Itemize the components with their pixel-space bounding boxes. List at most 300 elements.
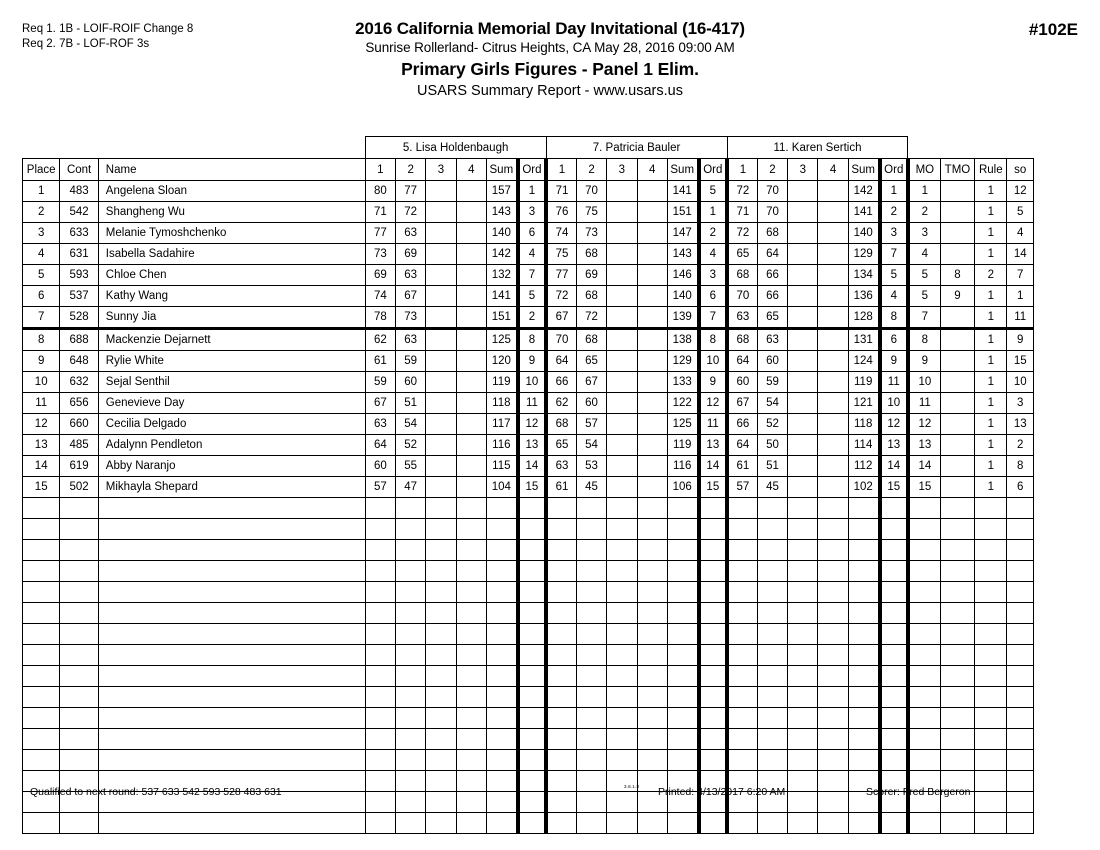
empty-cell (848, 603, 879, 624)
cell-j2-ord: 15 (699, 477, 727, 498)
empty-cell (486, 687, 517, 708)
empty-cell (486, 624, 517, 645)
empty-cell (788, 708, 818, 729)
col-header-j3-ord: Ord (880, 159, 908, 181)
judge-band-row (23, 137, 1034, 159)
cell-place: 14 (23, 456, 60, 477)
cell-j2-2: 67 (576, 372, 606, 393)
empty-cell (486, 750, 517, 771)
cell-j2-4 (637, 244, 667, 265)
cell-j2-ord: 12 (699, 393, 727, 414)
cell-j2-2: 57 (576, 414, 606, 435)
cell-tmo (940, 393, 974, 414)
empty-cell (396, 666, 426, 687)
cell-rule: 1 (975, 181, 1007, 202)
cell-j2-ord: 11 (699, 414, 727, 435)
cell-j1-1: 62 (365, 329, 395, 351)
scorer-name: Scorer: Fred Bergeron (866, 786, 971, 798)
cell-rule: 2 (975, 265, 1007, 286)
cell-j3-4 (818, 435, 848, 456)
cell-j2-4 (637, 351, 667, 372)
cell-j2-ord: 4 (699, 244, 727, 265)
empty-cell (365, 645, 395, 666)
empty-cell (727, 645, 757, 666)
cell-j1-2: 60 (396, 372, 426, 393)
empty-cell (607, 687, 637, 708)
col-header-cont: Cont (60, 159, 98, 181)
col-header-name: Name (98, 159, 365, 181)
cell-j3-2: 66 (757, 286, 787, 307)
cell-j1-1: 77 (365, 223, 395, 244)
cell-j3-3 (788, 393, 818, 414)
cell-j1-ord: 3 (518, 202, 546, 223)
empty-cell (975, 603, 1007, 624)
cell-j2-3 (607, 244, 637, 265)
cell-j2-sum: 125 (667, 414, 698, 435)
cell-j2-1: 71 (546, 181, 576, 202)
cell-j3-4 (818, 181, 848, 202)
cell-j1-ord: 15 (518, 477, 546, 498)
empty-cell (667, 582, 698, 603)
cell-place: 1 (23, 181, 60, 202)
cell-j1-ord: 4 (518, 244, 546, 265)
col-header-j2-3: 3 (607, 159, 637, 181)
empty-cell (456, 582, 486, 603)
cell-j2-sum: 147 (667, 223, 698, 244)
cell-skater-name: Kathy Wang (98, 286, 365, 307)
empty-cell (98, 645, 365, 666)
empty-cell (60, 750, 98, 771)
empty-cell (940, 519, 974, 540)
empty-cell (576, 645, 606, 666)
empty-cell (848, 708, 879, 729)
empty-cell (788, 582, 818, 603)
cell-j3-1: 57 (727, 477, 757, 498)
cell-j1-sum: 157 (486, 181, 517, 202)
empty-cell (975, 498, 1007, 519)
cell-j3-ord: 5 (880, 265, 908, 286)
cell-j3-3 (788, 202, 818, 223)
empty-cell (699, 498, 727, 519)
empty-cell (1007, 498, 1034, 519)
empty-cell (940, 540, 974, 561)
cell-j2-1: 63 (546, 456, 576, 477)
empty-cell (667, 519, 698, 540)
empty-cell (908, 645, 940, 666)
col-header-j2-ord: Ord (699, 159, 727, 181)
cell-j2-2: 70 (576, 181, 606, 202)
empty-cell (396, 582, 426, 603)
empty-cell (818, 624, 848, 645)
cell-contestant-number: 485 (60, 435, 98, 456)
empty-cell (396, 708, 426, 729)
empty-cell (667, 708, 698, 729)
cell-j1-4 (456, 477, 486, 498)
empty-cell (699, 519, 727, 540)
cell-j1-2: 51 (396, 393, 426, 414)
cell-mo: 5 (908, 265, 940, 286)
empty-cell (60, 498, 98, 519)
empty-cell (880, 582, 908, 603)
cell-j1-ord: 12 (518, 414, 546, 435)
empty-cell (518, 540, 546, 561)
cell-tmo (940, 435, 974, 456)
empty-cell (975, 729, 1007, 750)
cell-so: 1 (1007, 286, 1034, 307)
cell-j3-4 (818, 244, 848, 265)
col-header-j1-ord: Ord (518, 159, 546, 181)
cell-rule: 1 (975, 414, 1007, 435)
cell-j3-ord: 10 (880, 393, 908, 414)
empty-cell (757, 624, 787, 645)
empty-cell (880, 603, 908, 624)
cell-j2-ord: 3 (699, 265, 727, 286)
cell-mo: 10 (908, 372, 940, 393)
cell-j3-1: 68 (727, 265, 757, 286)
empty-cell (637, 498, 667, 519)
cell-tmo (940, 307, 974, 329)
cell-j2-2: 72 (576, 307, 606, 329)
col-header-j1-3: 3 (426, 159, 456, 181)
cell-tmo (940, 456, 974, 477)
cell-skater-name: Sejal Senthil (98, 372, 365, 393)
cell-j3-sum: 131 (848, 329, 879, 351)
cell-j1-3 (426, 477, 456, 498)
cell-j3-ord: 8 (880, 307, 908, 329)
col-header-mo: MO (908, 159, 940, 181)
empty-cell (880, 708, 908, 729)
empty-cell (940, 582, 974, 603)
cell-rule: 1 (975, 393, 1007, 414)
empty-cell (880, 666, 908, 687)
empty-cell (1007, 813, 1034, 834)
empty-cell (1007, 708, 1034, 729)
cell-j1-sum: 115 (486, 456, 517, 477)
empty-cell (546, 729, 576, 750)
empty-cell (880, 813, 908, 834)
empty-table-row (23, 813, 1034, 834)
empty-cell (940, 624, 974, 645)
cell-j2-sum: 116 (667, 456, 698, 477)
cell-skater-name: Isabella Sadahire (98, 244, 365, 265)
empty-cell (607, 708, 637, 729)
cell-rule: 1 (975, 244, 1007, 265)
cell-j1-ord: 6 (518, 223, 546, 244)
empty-cell (818, 498, 848, 519)
empty-cell (848, 498, 879, 519)
cell-j2-ord: 6 (699, 286, 727, 307)
cell-rule: 1 (975, 223, 1007, 244)
cell-j1-4 (456, 456, 486, 477)
empty-cell (576, 708, 606, 729)
empty-cell (1007, 624, 1034, 645)
empty-cell (699, 624, 727, 645)
cell-so: 14 (1007, 244, 1034, 265)
empty-cell (667, 813, 698, 834)
cell-j3-ord: 6 (880, 329, 908, 351)
empty-cell (607, 645, 637, 666)
cell-contestant-number: 631 (60, 244, 98, 265)
empty-cell (667, 540, 698, 561)
cell-j1-sum: 118 (486, 393, 517, 414)
empty-cell (637, 708, 667, 729)
empty-cell (607, 561, 637, 582)
empty-cell (546, 603, 576, 624)
cell-j1-sum: 104 (486, 477, 517, 498)
cell-place: 5 (23, 265, 60, 286)
empty-table-row (23, 687, 1034, 708)
empty-cell (426, 582, 456, 603)
cell-j2-4 (637, 393, 667, 414)
cell-j1-1: 59 (365, 372, 395, 393)
empty-cell (576, 687, 606, 708)
empty-cell (699, 687, 727, 708)
empty-cell (607, 519, 637, 540)
empty-cell (518, 582, 546, 603)
empty-cell (365, 750, 395, 771)
cell-j1-3 (426, 265, 456, 286)
cell-j3-2: 70 (757, 181, 787, 202)
empty-cell (426, 750, 456, 771)
cell-j2-4 (637, 286, 667, 307)
cell-j1-1: 80 (365, 181, 395, 202)
empty-cell (637, 540, 667, 561)
empty-cell (60, 666, 98, 687)
cell-j2-2: 65 (576, 351, 606, 372)
cell-j2-1: 62 (546, 393, 576, 414)
cell-j3-ord: 15 (880, 477, 908, 498)
cell-j1-ord: 2 (518, 307, 546, 329)
empty-cell (757, 603, 787, 624)
empty-cell (699, 561, 727, 582)
cell-j3-2: 52 (757, 414, 787, 435)
empty-cell (365, 687, 395, 708)
cell-j1-4 (456, 286, 486, 307)
empty-cell (396, 624, 426, 645)
empty-cell (456, 813, 486, 834)
cell-j1-4 (456, 181, 486, 202)
cell-j3-4 (818, 286, 848, 307)
cell-j1-3 (426, 329, 456, 351)
empty-cell (1007, 729, 1034, 750)
empty-cell (975, 813, 1007, 834)
cell-j3-2: 70 (757, 202, 787, 223)
cell-j1-2: 72 (396, 202, 426, 223)
empty-cell (699, 729, 727, 750)
empty-cell (637, 624, 667, 645)
cell-so: 8 (1007, 456, 1034, 477)
document-footer (0, 784, 1100, 804)
cell-j2-sum: 133 (667, 372, 698, 393)
empty-cell (848, 561, 879, 582)
cell-skater-name: Melanie Tymoshchenko (98, 223, 365, 244)
cell-j2-2: 45 (576, 477, 606, 498)
empty-cell (486, 561, 517, 582)
col-header-place: Place (23, 159, 60, 181)
empty-cell (486, 729, 517, 750)
empty-cell (23, 750, 60, 771)
cell-j3-sum: 128 (848, 307, 879, 329)
cell-contestant-number: 619 (60, 456, 98, 477)
empty-cell (788, 687, 818, 708)
empty-cell (576, 750, 606, 771)
empty-cell (607, 624, 637, 645)
cell-j2-3 (607, 393, 637, 414)
cell-j3-1: 63 (727, 307, 757, 329)
empty-cell (757, 729, 787, 750)
cell-so: 3 (1007, 393, 1034, 414)
cell-tmo (940, 351, 974, 372)
cell-j2-1: 72 (546, 286, 576, 307)
cell-j2-1: 75 (546, 244, 576, 265)
empty-cell (908, 666, 940, 687)
empty-cell (60, 708, 98, 729)
cell-j3-ord: 2 (880, 202, 908, 223)
empty-cell (667, 666, 698, 687)
empty-cell (788, 624, 818, 645)
empty-cell (880, 645, 908, 666)
empty-cell (975, 687, 1007, 708)
requirement-line-2: Req 2. 7B - LOF-ROF 3s (22, 38, 150, 50)
judge-name-1: 5. Lisa Holdenbaugh (365, 137, 546, 159)
cell-j3-ord: 9 (880, 351, 908, 372)
cell-j2-sum: 129 (667, 351, 698, 372)
cell-place: 12 (23, 414, 60, 435)
empty-cell (518, 729, 546, 750)
cell-j3-2: 59 (757, 372, 787, 393)
cell-j3-3 (788, 244, 818, 265)
empty-cell (23, 582, 60, 603)
cell-j3-4 (818, 223, 848, 244)
empty-cell (757, 582, 787, 603)
cell-j3-4 (818, 372, 848, 393)
empty-cell (486, 645, 517, 666)
cell-rule: 1 (975, 456, 1007, 477)
empty-cell (757, 666, 787, 687)
cell-j3-3 (788, 477, 818, 498)
empty-cell (98, 666, 365, 687)
empty-cell (546, 666, 576, 687)
empty-cell (637, 582, 667, 603)
cell-j3-1: 64 (727, 351, 757, 372)
cell-j3-sum: 124 (848, 351, 879, 372)
empty-cell (818, 519, 848, 540)
cell-so: 5 (1007, 202, 1034, 223)
cell-j1-sum: 142 (486, 244, 517, 265)
empty-cell (757, 561, 787, 582)
empty-cell (576, 603, 606, 624)
cell-j2-1: 70 (546, 329, 576, 351)
empty-cell (98, 813, 365, 834)
empty-cell (23, 729, 60, 750)
empty-cell (98, 540, 365, 561)
judge-name-2: 7. Patricia Bauler (546, 137, 727, 159)
empty-cell (727, 750, 757, 771)
empty-cell (518, 687, 546, 708)
cell-j3-sum: 119 (848, 372, 879, 393)
empty-cell (727, 540, 757, 561)
empty-table-row (23, 582, 1034, 603)
empty-table-row (23, 624, 1034, 645)
empty-cell (518, 624, 546, 645)
cell-j1-2: 69 (396, 244, 426, 265)
cell-j3-2: 50 (757, 435, 787, 456)
empty-cell (727, 666, 757, 687)
empty-cell (365, 813, 395, 834)
empty-table-row (23, 519, 1034, 540)
empty-cell (98, 729, 365, 750)
empty-cell (426, 729, 456, 750)
cell-j1-3 (426, 286, 456, 307)
cell-tmo (940, 223, 974, 244)
cell-mo: 13 (908, 435, 940, 456)
empty-cell (940, 603, 974, 624)
empty-cell (60, 582, 98, 603)
empty-cell (396, 498, 426, 519)
score-table (22, 136, 1034, 834)
cell-j2-sum: 146 (667, 265, 698, 286)
cell-j3-2: 64 (757, 244, 787, 265)
cell-j1-4 (456, 435, 486, 456)
empty-cell (880, 540, 908, 561)
col-header-rule: Rule (975, 159, 1007, 181)
empty-cell (757, 498, 787, 519)
empty-table-row (23, 729, 1034, 750)
cell-j1-sum: 120 (486, 351, 517, 372)
cell-j1-ord: 1 (518, 181, 546, 202)
cell-j1-sum: 140 (486, 223, 517, 244)
cell-tmo (940, 244, 974, 265)
empty-cell (727, 561, 757, 582)
empty-cell (546, 561, 576, 582)
cell-j2-4 (637, 372, 667, 393)
empty-cell (60, 624, 98, 645)
empty-cell (727, 687, 757, 708)
version-stamp: 3.8.1.8 (624, 784, 640, 789)
empty-cell (607, 729, 637, 750)
empty-cell (576, 519, 606, 540)
empty-cell (818, 813, 848, 834)
cell-j2-2: 60 (576, 393, 606, 414)
cell-j2-2: 69 (576, 265, 606, 286)
cell-skater-name: Sunny Jia (98, 307, 365, 329)
empty-cell (518, 603, 546, 624)
cell-j3-3 (788, 181, 818, 202)
empty-cell (818, 666, 848, 687)
table-row (23, 265, 1034, 286)
empty-cell (546, 645, 576, 666)
empty-cell (576, 624, 606, 645)
empty-cell (98, 624, 365, 645)
empty-cell (365, 708, 395, 729)
empty-cell (576, 666, 606, 687)
empty-cell (546, 708, 576, 729)
cell-j2-sum: 119 (667, 435, 698, 456)
qualified-list: Qualified to next round: 537 633 542 593 528 483 631 (30, 786, 282, 798)
cell-contestant-number: 502 (60, 477, 98, 498)
cell-j1-1: 69 (365, 265, 395, 286)
empty-cell (98, 708, 365, 729)
cell-j1-4 (456, 223, 486, 244)
empty-table-row (23, 750, 1034, 771)
cell-j2-2: 54 (576, 435, 606, 456)
empty-cell (788, 498, 818, 519)
empty-cell (456, 708, 486, 729)
cell-j2-2: 73 (576, 223, 606, 244)
empty-cell (818, 687, 848, 708)
cell-j1-3 (426, 372, 456, 393)
cell-j1-4 (456, 393, 486, 414)
